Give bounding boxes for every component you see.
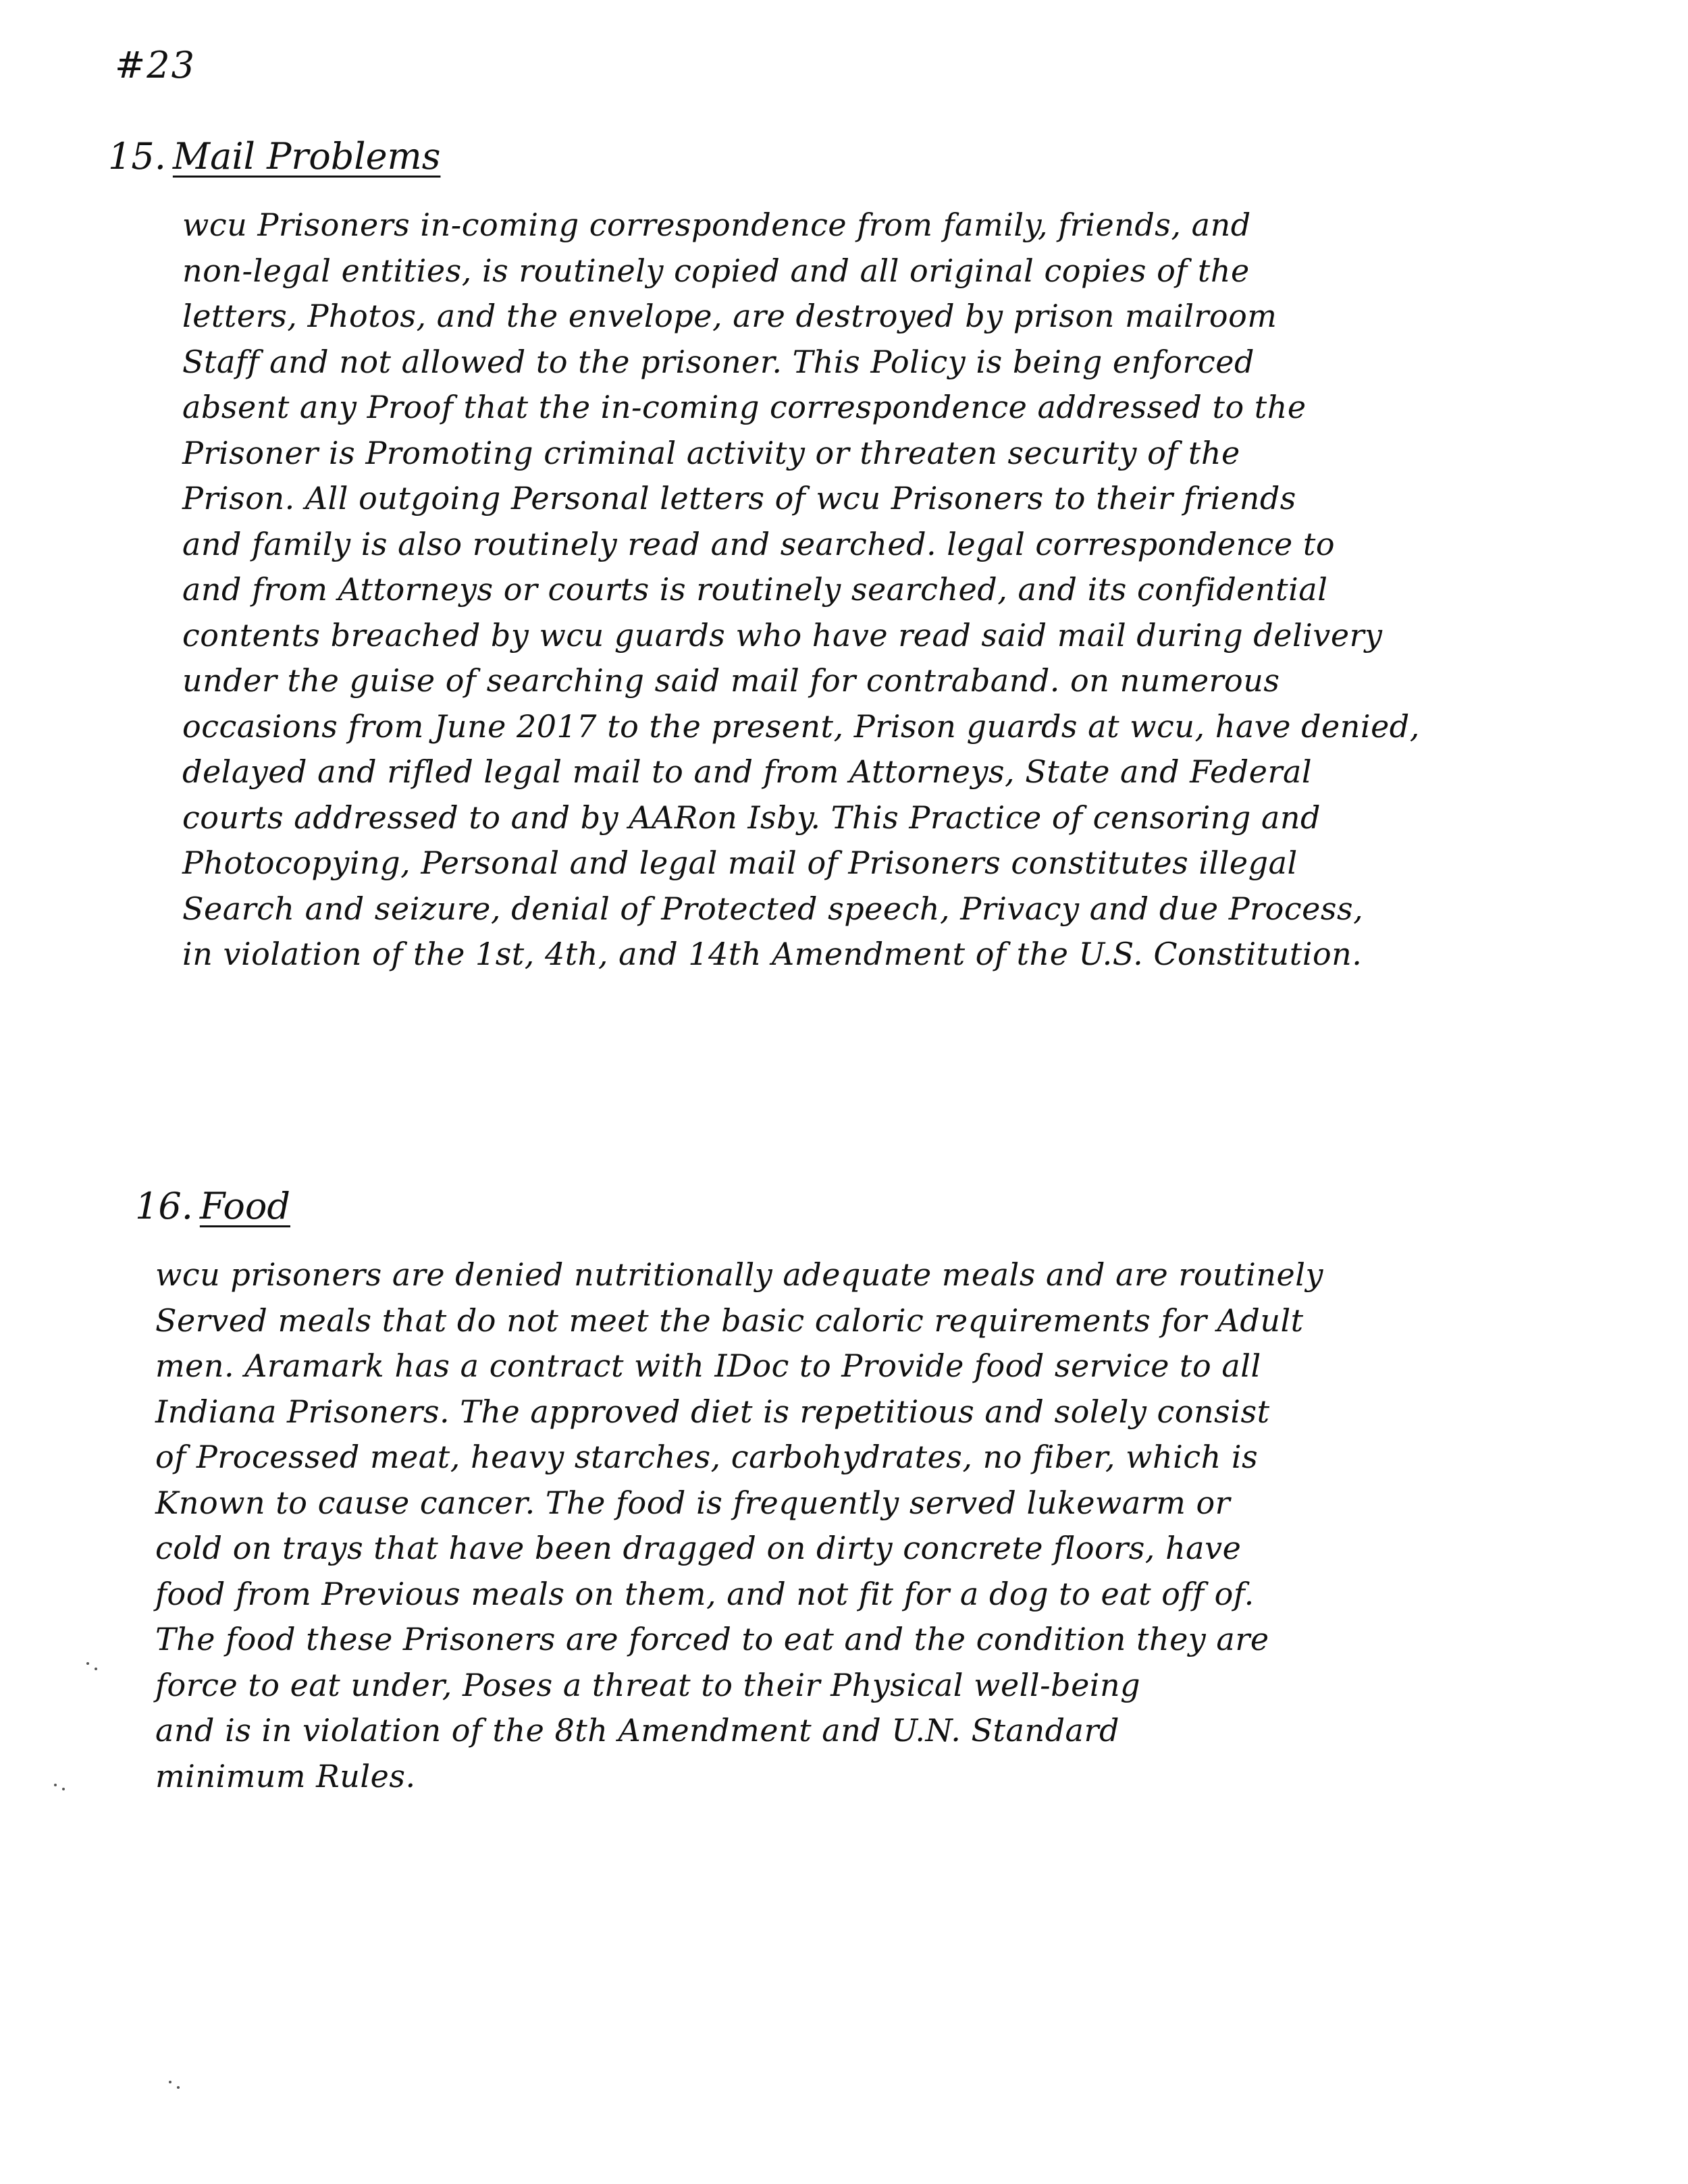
scan-speck: [169, 2081, 172, 2083]
scan-speck: [177, 2086, 180, 2089]
section-body-food: wcu prisoners are denied nutritionally adequate meals and are routinely Served meals that do not meet the basic caloric requirements for Adult men. Aramark has a contract with IDoc to Provide food service to all Indiana Prisoners. The approved diet is repetitious and solely consist of Processed meat, heavy starches, carbohydrates, no fiber, which is Known to cause cancer. The food is frequently served lukewarm or cold on trays that have been dragged on dirty concrete floors, have food from Previous meals on them, and not fit for a dog to eat off of. The food these Prisoners are forced to eat and the condition they are force to eat under, Poses a threat to their Physical well-being and is in violation of the 8th Amendment and U.N. Standard minimum Rules.: [155, 1256, 1323, 1794]
scan-speck: [95, 1668, 97, 1670]
section-body-mail-problems: wcu Prisoners in-coming correspondence from family, friends, and non-legal entities, is routinely copied and all original copies of the letters, Photos, and the envelope, are destroyed by prison mailroom Staff and not allowed to the prisoner. This Policy is being enforced absent any Proof that the in-coming correspondence addressed to the Prisoner is Promoting criminal activity or threaten security of the Prison. All outgoing Personal letters of wcu Prisoners to their friends and family is also routinely read and searched. legal correspondence to and from Attorneys or courts is routinely searched, and its confidential contents breached by wcu guards who have read said mail during delivery under the guise of searching said mail for contraband. on numerous occasions from June 2017 to the present, Prison guards at wcu, have denied, delayed and rifled legal mail to and from Attorneys, State and Federal courts addressed to and by AARon Isby. This Practice of censoring and Photocopying, Personal and legal mail of Prisoners constitutes illegal Search and seizure, denial of Protected speech, Privacy and due Process, in violation of the 1st, 4th, and 14th Amendment of the U.S. Constitution.: [182, 207, 1420, 972]
scan-speck: [86, 1662, 89, 1665]
page-mark: #23: [115, 44, 196, 86]
scan-speck: [62, 1788, 65, 1790]
section-title: Food: [199, 1185, 290, 1227]
section-heading-mail-problems: [108, 135, 441, 178]
section-number: 15.: [108, 135, 166, 178]
section-heading-food: [135, 1185, 290, 1227]
section-title: Mail Problems: [172, 135, 441, 178]
section-number: 16.: [135, 1185, 193, 1227]
scan-speck: [54, 1784, 57, 1786]
